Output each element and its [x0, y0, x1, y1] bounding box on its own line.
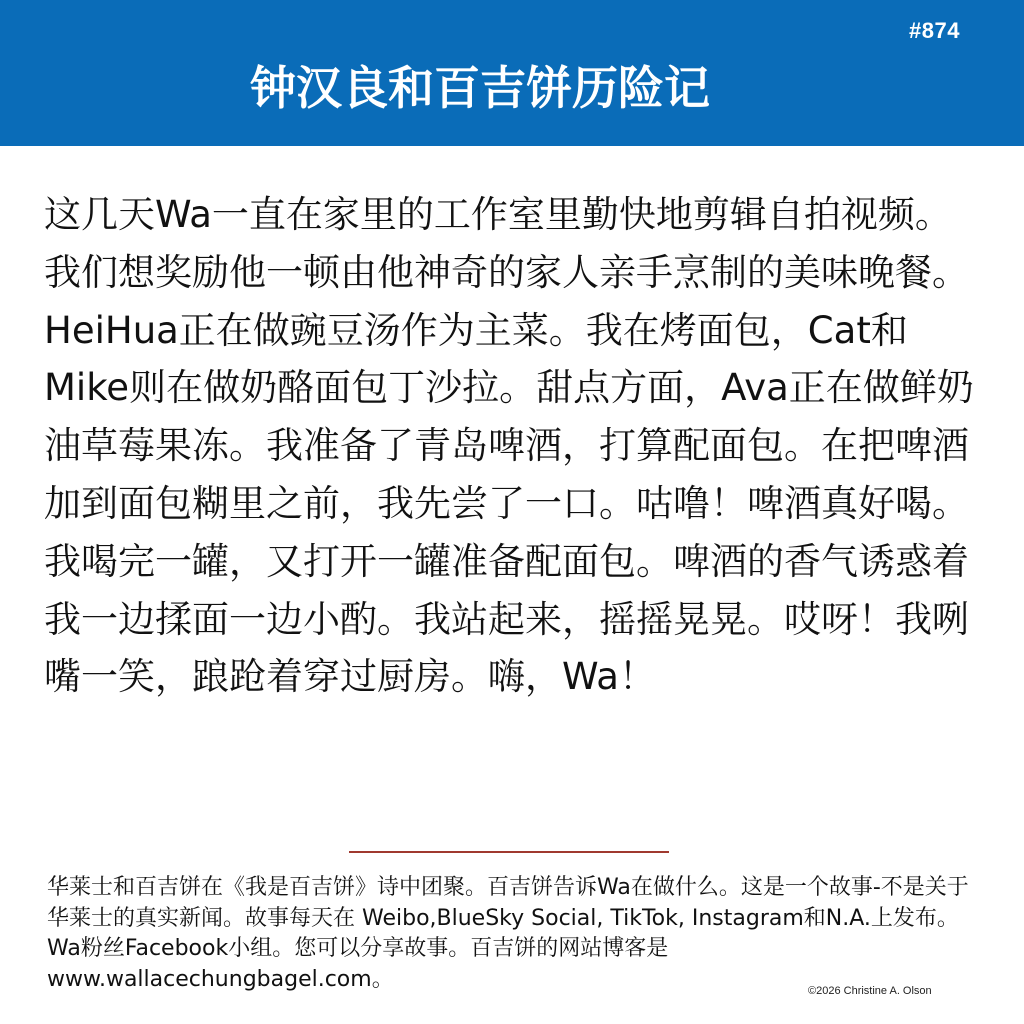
episode-number: #874 — [909, 18, 960, 43]
footer-note: 华莱士和百吉饼在《我是百吉饼》诗中团聚。百吉饼告诉Wa在做什么。这是一个故事-不是关于华莱士的真实新闻。故事每天在 Weibo,BlueSky Social, TikTok, Instagram和N.A.上发布。Wa粉丝Facebook小组。您可以分享故事。百吉饼的网站博客是www.wallacechungbagel.com。 — [47, 875, 969, 992]
story-text: 这几天Wa一直在家里的工作室里勤快地剪辑自拍视频。我们想奖励他一顿由他神奇的家人亲手烹制的美味晚餐。HeiHua正在做豌豆汤作为主菜。我在烤面包，Cat和Mike则在做奶酪面包丁沙拉。甜点方面，Ava正在做鲜奶油草莓果冻。我准备了青岛啤酒，打算配面包。在把啤酒加到面包糊里之前，我先尝了一口。咕噜！啤酒真好喝。我喝完一罐，又打开一罐准备配面包。啤酒的香气诱惑着我一边揉面一边小酌。我站起来，摇摇晃晃。哎呀！我咧嘴一笑，踉跄着穿过厨房。嗨，Wa！ — [44, 193, 974, 699]
header-banner — [0, 0, 1024, 146]
page-title: 钟汉良和百吉饼历险记 — [250, 61, 710, 115]
divider — [349, 851, 669, 853]
copyright-notice: ©2026 Christine A. Olson — [808, 985, 932, 997]
